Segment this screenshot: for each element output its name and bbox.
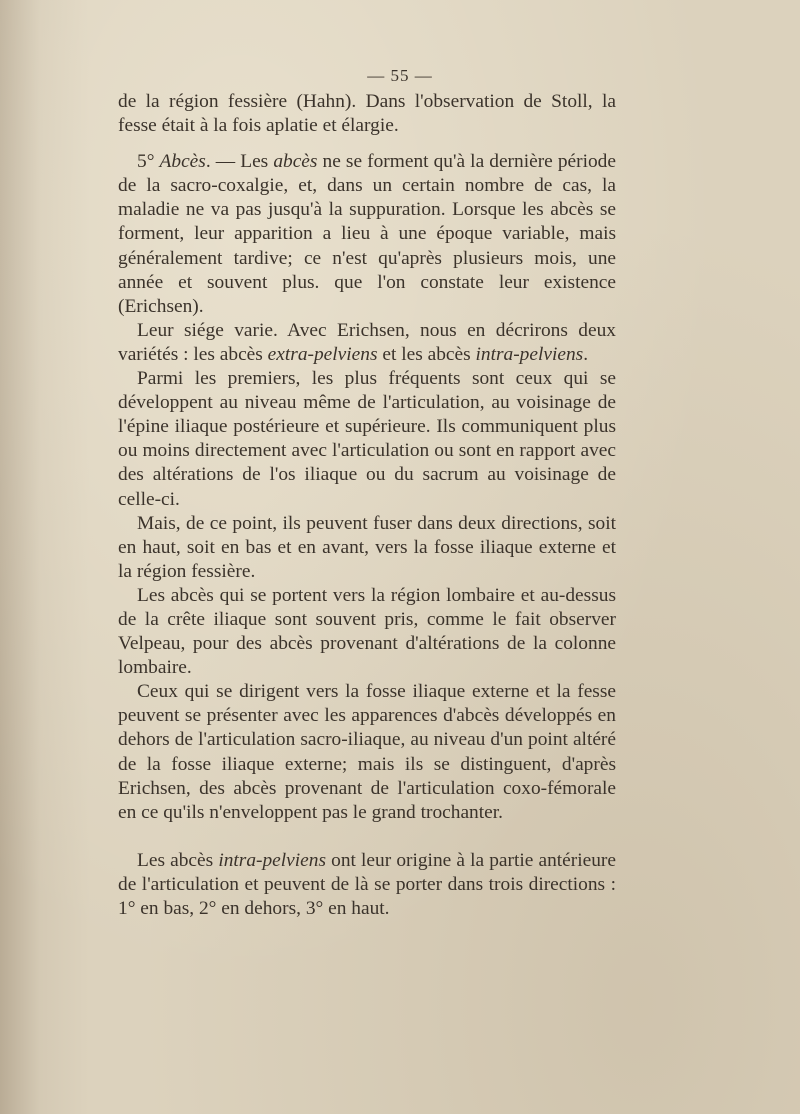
- emphasis-text: abcès: [273, 151, 318, 173]
- paragraph: [118, 150, 616, 319]
- paragraph-text: Mais, de ce point, ils peuvent fuser dans deux directions, soit en haut, soit en bas et en avant, vers la fosse iliaque externe et la région fessière.: [118, 512, 616, 582]
- emphasis-text: intra-pelviens: [475, 343, 584, 365]
- paragraph: [118, 319, 616, 367]
- paragraph-text: ont leur origine à la partie antérieure de l'articulation et peuvent de là se porter dans trois directions : 1° en bas, 2° en dehors, 3° en haut.: [118, 849, 616, 919]
- paragraph: [118, 849, 616, 921]
- paragraph: [118, 90, 616, 138]
- paragraph: [118, 680, 616, 825]
- paragraph: [118, 367, 616, 512]
- paragraph-text: Leur siége varie. Avec Erichsen, nous en décrirons deux variétés : les abcès: [118, 319, 616, 365]
- paragraph-text: ne se forment qu'à la dernière période de la sacro-coxalgie, et, dans un certain nombre de cas, la maladie ne va pas jusqu'à la suppuration. Lorsque les abcès se forment, leur apparition a lieu à une époque variable, mais généralement tardive; ce n'est qu'après plusieurs mois, une année et souvent plus. que l'on constate leur existence (Erichsen).: [118, 151, 616, 317]
- paragraph-text: et les abcès: [377, 343, 476, 365]
- emphasis-text: intra-pelviens: [218, 849, 327, 871]
- paragraph: [118, 512, 616, 584]
- text-block: [118, 90, 616, 921]
- paragraph-text: Ceux qui se dirigent vers la fosse iliaque externe et la fesse peuvent se présenter avec les apparences d'abcès développés en dehors de l'articulation sacro-iliaque, au niveau d'un point altéré de la fosse iliaque externe; mais ils se distinguent, d'après Erichsen, des abcès provenant de l'articulation coxo-fémorale en ce qu'ils n'enveloppent pas le grand trochanter.: [118, 681, 616, 823]
- paragraph-text: Les abcès: [137, 849, 219, 871]
- section-heading: Abcès: [159, 151, 206, 173]
- section-number: 5°: [137, 151, 160, 173]
- paragraph-text: .: [583, 343, 589, 365]
- page-number: — 55 —: [367, 66, 433, 85]
- paragraph-text: Les abcès qui se portent vers la région lombaire et au-dessus de la crête iliaque sont souvent pris, comme le fait observer Velpeau, pour des abcès provenant d'altérations de la colonne lombaire.: [118, 584, 616, 679]
- paragraph-text: . — Les: [205, 151, 274, 173]
- paragraph-text: de la région fessière (Hahn). Dans l'observation de Stoll, la fesse était à la fois aplatie et élargie.: [118, 91, 616, 137]
- paragraph-text: Parmi les premiers, les plus fréquents sont ceux qui se développent au niveau même de l'articulation, au voisinage de l'épine iliaque postérieure et supérieure. Ils communiquent plus ou moins directement avec l'articulation ou sont en rapport avec des altérations de l'os iliaque ou du sacrum au voisinage de celle-ci.: [118, 368, 616, 510]
- emphasis-text: extra-pelviens: [267, 343, 378, 365]
- paragraph: [118, 584, 616, 680]
